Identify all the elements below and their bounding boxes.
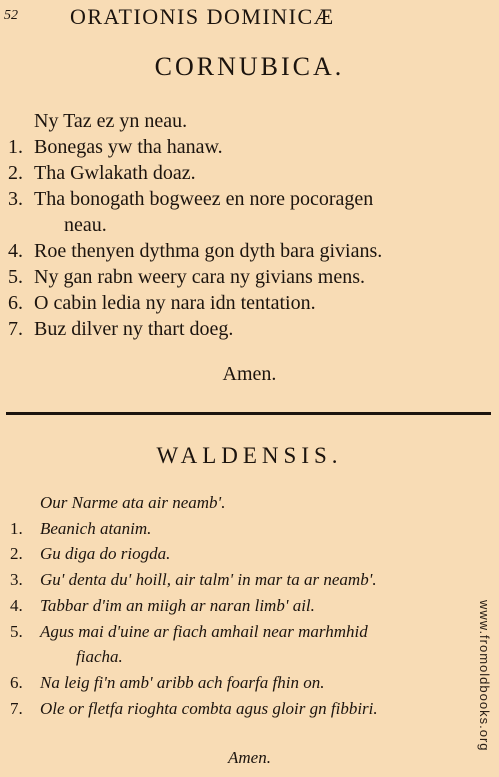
petition-text: fiacha.: [76, 647, 123, 667]
petition-text: Buz dilver ny thart doeg.: [34, 318, 234, 340]
petition-text: Beanich atanim.: [40, 518, 152, 538]
petition-number: 1.: [8, 136, 23, 158]
section-divider: [6, 412, 491, 415]
petition-text: Bonegas yw tha hanaw.: [34, 136, 223, 158]
waldensis-line: [10, 644, 490, 670]
waldensis-line: [10, 696, 490, 722]
petition-number: 2.: [8, 162, 23, 184]
waldensis-line: [10, 541, 490, 567]
cornubica-line: [8, 134, 494, 160]
petition-text: Roe thenyen dythma gon dyth bara givians.: [34, 240, 383, 262]
petition-text: Agus mai d'uine ar fiach amhail near marhmhid: [40, 621, 368, 641]
section-title-cornubica: CORNUBICA.: [154, 52, 345, 81]
prayer-text-waldensis: [10, 490, 490, 721]
prayer-text-cornubica: [8, 108, 494, 342]
petition-text: Gu' denta du' hoill, air talm' in mar ta ar neamb'.: [40, 570, 377, 590]
petition-number: 3.: [10, 570, 23, 590]
waldensis-line: [10, 593, 490, 619]
petition-text: Tha bonogath bogweez en nore pocoragen: [34, 188, 374, 210]
petition-number: 1.: [10, 518, 23, 538]
waldensis-line: [10, 670, 490, 696]
petition-number: 7.: [8, 318, 23, 340]
running-title: ORATIONIS DOMINICÆ: [70, 4, 335, 29]
petition-text: Tabbar d'im an miigh ar naran limb' ail.: [40, 595, 315, 615]
amen-cornubica: Amen.: [222, 363, 277, 385]
waldensis-line: [10, 567, 490, 593]
cornubica-line: [8, 316, 494, 342]
cornubica-line: [8, 186, 494, 212]
petition-number: 7.: [10, 698, 23, 718]
cornubica-line: [8, 264, 494, 290]
petition-text: O cabin ledia ny nara idn tentation.: [34, 292, 316, 314]
page-number: 52: [4, 8, 18, 23]
cornubica-line: [8, 238, 494, 264]
petition-number: 6.: [8, 292, 23, 314]
petition-number: 3.: [8, 188, 23, 210]
petition-text: Ny Taz ez yn neau.: [34, 110, 188, 132]
waldensis-line: [10, 619, 490, 645]
petition-number: 4.: [10, 595, 23, 615]
petition-number: 5.: [8, 266, 23, 288]
petition-text: Na leig fi'n amb' aribb ach foarfa fhin on.: [40, 672, 325, 692]
cornubica-line: [8, 212, 494, 238]
petition-text: Ole or fletfa rioghta combta agus gloir gn fibbiri.: [40, 698, 378, 718]
amen-waldensis: Amen.: [228, 748, 271, 767]
cornubica-line: [8, 108, 494, 134]
petition-text: Gu diga do riogda.: [40, 544, 171, 564]
petition-text: Our Narme ata air neamb'.: [40, 493, 226, 512]
cornubica-line: [8, 160, 494, 186]
source-watermark: www.fromoldbooks.org: [477, 600, 492, 752]
petition-number: 4.: [8, 240, 23, 262]
cornubica-line: [8, 290, 494, 316]
petition-text: neau.: [64, 214, 107, 236]
waldensis-line: [10, 516, 490, 542]
section-title-waldensis: WALDENSIS.: [156, 443, 343, 468]
petition-number: 2.: [10, 544, 23, 564]
waldensis-line: [10, 490, 490, 516]
petition-text: Ny gan rabn weery cara ny givians mens.: [34, 266, 365, 288]
petition-number: 5.: [10, 621, 23, 641]
petition-text: Tha Gwlakath doaz.: [34, 162, 196, 184]
petition-number: 6.: [10, 672, 23, 692]
